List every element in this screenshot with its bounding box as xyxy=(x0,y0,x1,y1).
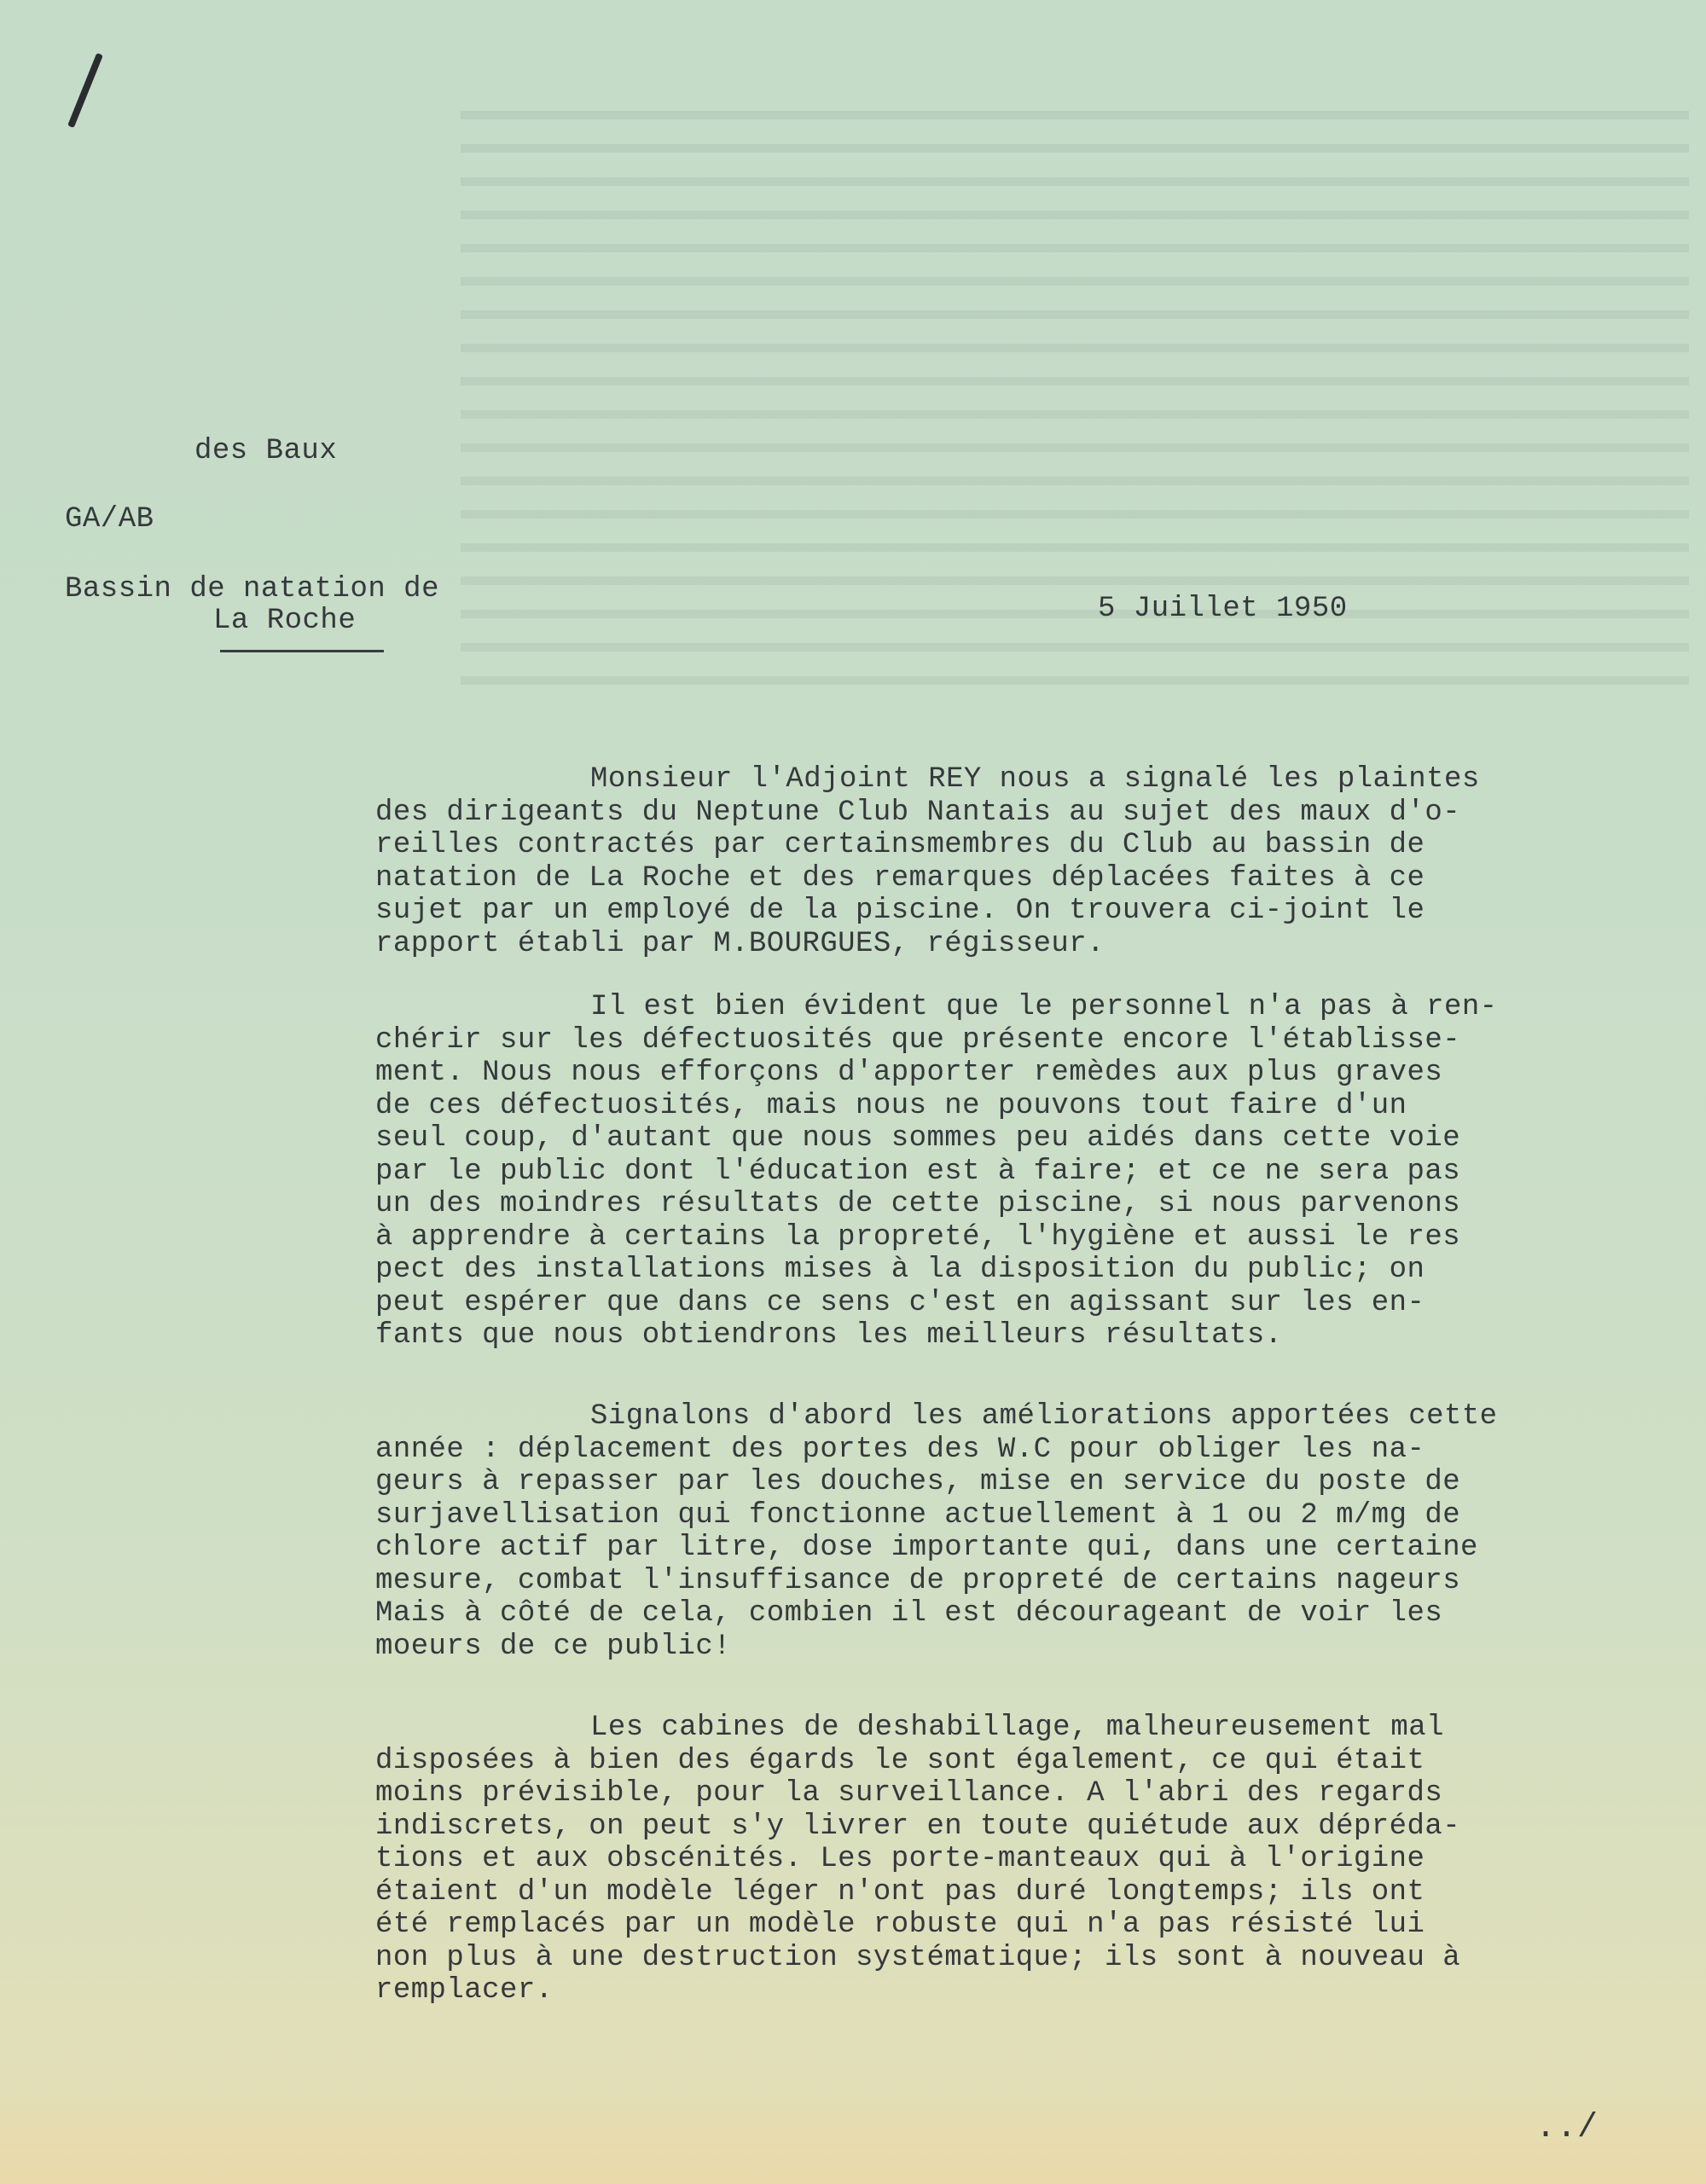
paragraph-line: Signalons d'abord les améliorations apportées cette xyxy=(590,1400,1498,1433)
paragraph-line: un des moindres résultats de cette piscine, si nous parvenons xyxy=(375,1188,1461,1220)
paragraph-line: seul coup, d'autant que nous sommes peu aidés dans cette voie xyxy=(375,1122,1461,1155)
paragraph-line: à apprendre à certains la propreté, l'hygiène et aussi le res xyxy=(375,1220,1461,1254)
paragraph-line: disposées à bien des égards le sont également, ce qui était xyxy=(375,1744,1425,1777)
paragraph-line: peut espérer que dans ce sens c'est en agissant sur les en- xyxy=(375,1286,1425,1319)
subject-line-2: La Roche xyxy=(213,605,357,637)
paragraph-line: fants que nous obtiendrons les meilleurs résultats. xyxy=(375,1319,1283,1352)
service-name: des Baux xyxy=(194,435,338,467)
paragraph-line: ment. Nous nous efforçons d'apporter remèdes aux plus graves xyxy=(375,1057,1443,1089)
subject-line-1: Bassin de natation de xyxy=(65,573,439,605)
paragraph-line: année : déplacement des portes des W.C pour obliger les na- xyxy=(375,1433,1425,1466)
paragraph-line: moins prévisible, pour la surveillance. A l'abri des regards xyxy=(375,1777,1443,1810)
paragraph-line: par le public dont l'éducation est à faire; et ce ne sera pas xyxy=(375,1155,1461,1188)
paragraph-2 xyxy=(375,991,1689,1353)
continuation-mark: ../ xyxy=(1535,2109,1599,2147)
paragraph-line: indiscrets, on peut s'y livrer en toute quiétude aux dépréda- xyxy=(375,1810,1461,1843)
show-through-ghost-text xyxy=(461,111,1689,708)
paragraph-line: été remplacés par un modèle robuste qui n'a pas résisté lui xyxy=(375,1909,1425,1941)
paragraph-line: des dirigeants du Neptune Club Nantais au sujet des maux d'o- xyxy=(375,796,1461,829)
paragraph-line: rapport établi par M.BOURGUES, régisseur. xyxy=(375,927,1105,960)
paragraph-line: Les cabines de deshabillage, malheureusement mal xyxy=(590,1712,1444,1744)
paragraph-line: tions et aux obscénités. Les porte-manteaux qui à l'origine xyxy=(375,1843,1425,1875)
paragraph-line: étaient d'un modèle léger n'ont pas duré longtemps; ils ont xyxy=(375,1875,1425,1909)
paragraph-line: de ces défectuosités, mais nous ne pouvons tout faire d'un xyxy=(375,1089,1407,1122)
paragraph-line: pect des installations mises à la disposition du public; on xyxy=(375,1254,1425,1286)
paragraph-line: chlore actif par litre, dose importante qui, dans une certaine xyxy=(375,1532,1478,1564)
paragraph-1 xyxy=(375,763,1689,960)
paragraph-line: geurs à repasser par les douches, mise en service du poste de xyxy=(375,1466,1461,1498)
paragraph-line: Mais à côté de cela, combien il est décourageant de voir les xyxy=(375,1597,1443,1630)
paragraph-line: non plus à une destruction systématique; ils sont à nouveau à xyxy=(375,1941,1461,1974)
paragraph-3 xyxy=(375,1400,1689,1663)
handwritten-tick-mark xyxy=(67,53,103,128)
paragraph-line: natation de La Roche et des remarques déplacées faites à ce xyxy=(375,861,1425,895)
subject-underline xyxy=(220,650,384,652)
paragraph-line: surjavellisation qui fonctionne actuellement à 1 ou 2 m/mg de xyxy=(375,1498,1461,1532)
letter-date: 5 Juillet 1950 xyxy=(1098,593,1348,625)
paragraph-line: reilles contractés par certainsmembres du Club au bassin de xyxy=(375,829,1425,861)
paragraph-line: moeurs de ce public! xyxy=(375,1630,732,1663)
paragraph-line: chérir sur les défectuosités que présente encore l'établisse- xyxy=(375,1023,1461,1057)
reference-code: GA/AB xyxy=(65,503,154,536)
paragraph-line: Il est bien évident que le personnel n'a pas à ren- xyxy=(590,991,1498,1023)
paragraph-line: Monsieur l'Adjoint REY nous a signalé les plaintes xyxy=(590,763,1480,796)
paragraph-4 xyxy=(375,1712,1689,2007)
paragraph-line: mesure, combat l'insuffisance de propreté de certains nageurs xyxy=(375,1564,1461,1597)
paragraph-line: remplacer. xyxy=(375,1974,554,2007)
paragraph-line: sujet par un employé de la piscine. On trouvera ci-joint le xyxy=(375,895,1425,927)
